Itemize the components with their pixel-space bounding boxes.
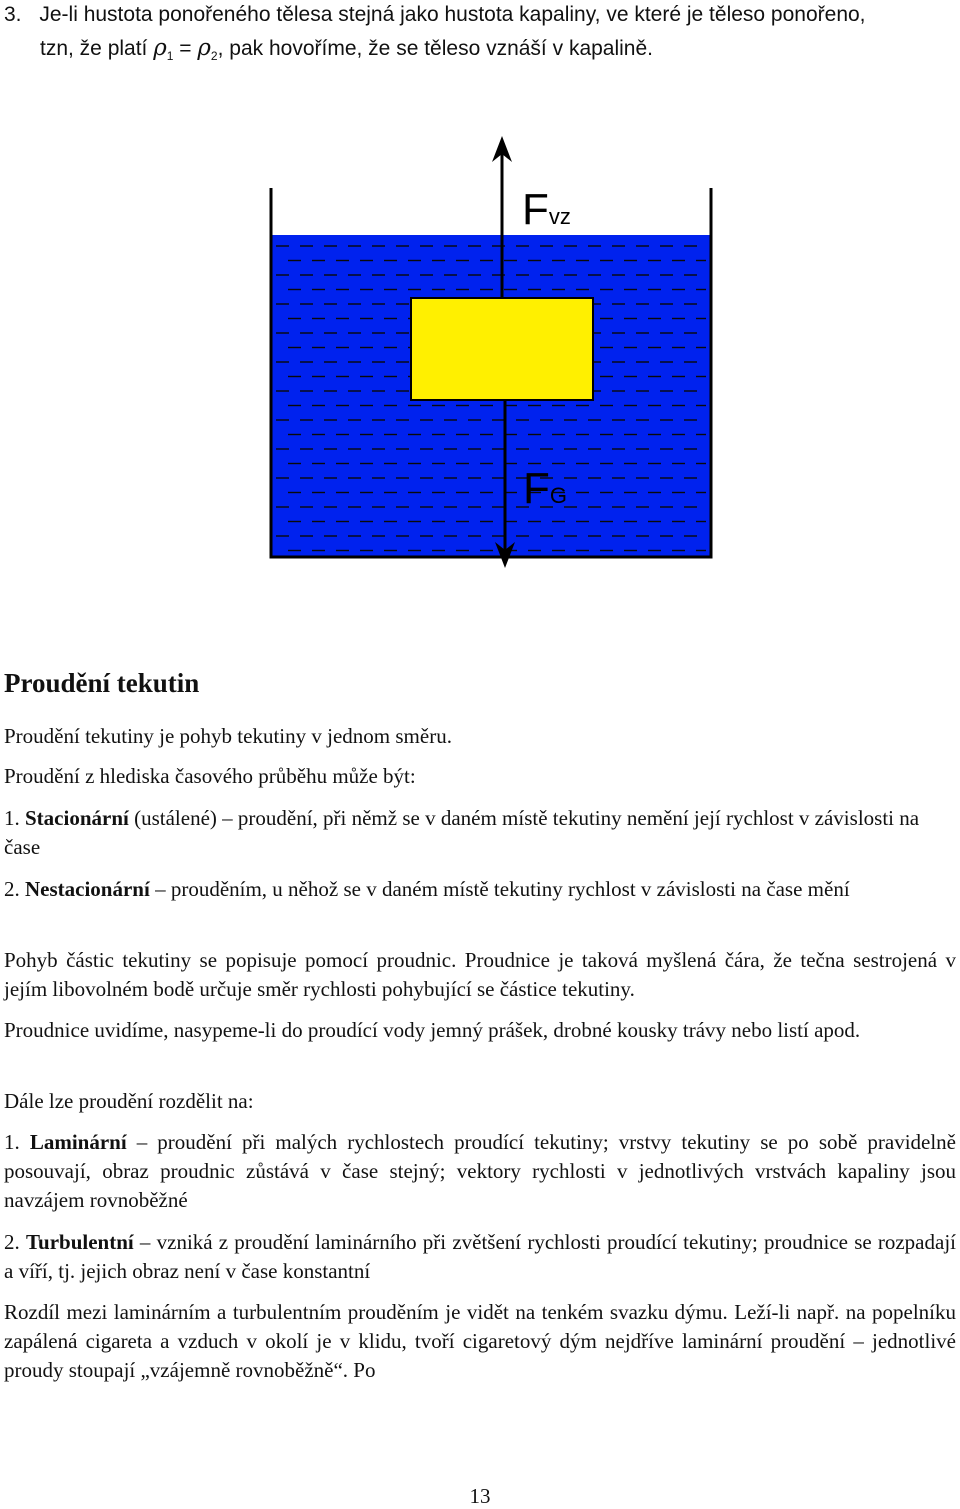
- item-3-text-pre: tzn, že platí: [40, 37, 154, 60]
- paragraph-further-division: Dále lze proudění rozdělit na:: [4, 1089, 254, 1113]
- paragraph-streamlines: Pohyb částic tekutiny se popisuje pomocí proudnic. Proudnice je taková myšlená čára, že tečna sestrojená v jejím libovolném bodě určuje směr rychlosti pohybující se částice tekutiny.: [4, 948, 956, 1001]
- list-number: 2.: [4, 1230, 26, 1254]
- term-laminar: Laminární: [29, 1130, 127, 1154]
- item-3-line-2: [40, 34, 940, 71]
- term-turbulent: Turbulentní: [25, 1230, 134, 1254]
- laminar-text: – proudění při malých rychlostech proudící tekutiny; vrstvy tekutiny se po sobě pravidelně posouvají, obraz proudnic zůstává v čase stejný; vektory rychlosti v jednotlivých vrstvách kapaliny jsou navzájem rovnoběžné: [4, 1130, 956, 1212]
- list-number: 2.: [4, 877, 25, 901]
- list-number: 1.: [4, 1130, 30, 1154]
- gravity-label: FG: [523, 464, 568, 513]
- stationary-text: (ustálené) – proudění, při němž se v daném místě tekutiny nemění její rychlost v závislosti na čase: [4, 806, 920, 859]
- buoyancy-label: Fvz: [522, 185, 571, 234]
- immersed-body: [411, 298, 593, 400]
- section-heading: Proudění tekutin: [4, 668, 200, 698]
- buoyancy-diagram: [0, 128, 960, 578]
- item-3-text-line-1: Je-li hustota ponořeného tělesa stejná jako hustota kapaliny, ve které je těleso ponořeno,: [39, 3, 866, 26]
- term-nonstationary: Nestacionární: [25, 877, 150, 901]
- list-item-laminar: [4, 1128, 956, 1215]
- item-3-number: 3.: [4, 3, 22, 26]
- rho-subscript-1: 1: [166, 49, 174, 63]
- equals-sign: =: [173, 37, 198, 60]
- paragraph-smoke-example: Rozdíl mezi laminárním a turbulentním prouděním je vidět na tenkém svazku dýmu. Leží-li např. na popelníku zapálená cigareta a vzduch v okolí je v klidu, tvoří cigaretový dým nejdříve laminární proudění – jednotlivé proudy stoupají „vzájemně rovnoběžně“. Po: [4, 1300, 956, 1382]
- rho-subscript-2: 2: [210, 49, 218, 63]
- list-number: 1.: [4, 806, 25, 830]
- list-item-turbulent: [4, 1228, 956, 1286]
- page-number: 13: [469, 1484, 491, 1508]
- list-item-stationary: [4, 804, 956, 862]
- list-item-nonstationary: [4, 875, 956, 904]
- paragraph-see-streamlines: Proudnice uvidíme, nasypeme-li do proudící vody jemný prášek, drobné kousky trávy nebo listí apod.: [4, 1018, 861, 1042]
- paragraph-definition: Proudění tekutiny je pohyb tekutiny v jednom směru.: [4, 724, 452, 748]
- nonstationary-text: – prouděním, u něhož se v daném místě tekutiny rychlost v závislosti na čase mění: [149, 877, 850, 901]
- paragraph-time-course: Proudění z hlediska časového průběhu může být:: [4, 764, 416, 788]
- rho-symbol-1: ρ: [153, 35, 167, 61]
- item-3-line-1: [4, 0, 956, 29]
- item-3-text-post: , pak hovoříme, že se těleso vznáší v kapalině.: [217, 37, 654, 60]
- turbulent-text: – vzniká z proudění laminárního při zvětšení rychlosti proudící tekutiny; proudnice se rozpadají a víří, tj. jejich obraz není v čase konstantní: [4, 1230, 956, 1283]
- rho-symbol-2: ρ: [197, 35, 211, 61]
- term-stationary: Stacionární: [25, 806, 129, 830]
